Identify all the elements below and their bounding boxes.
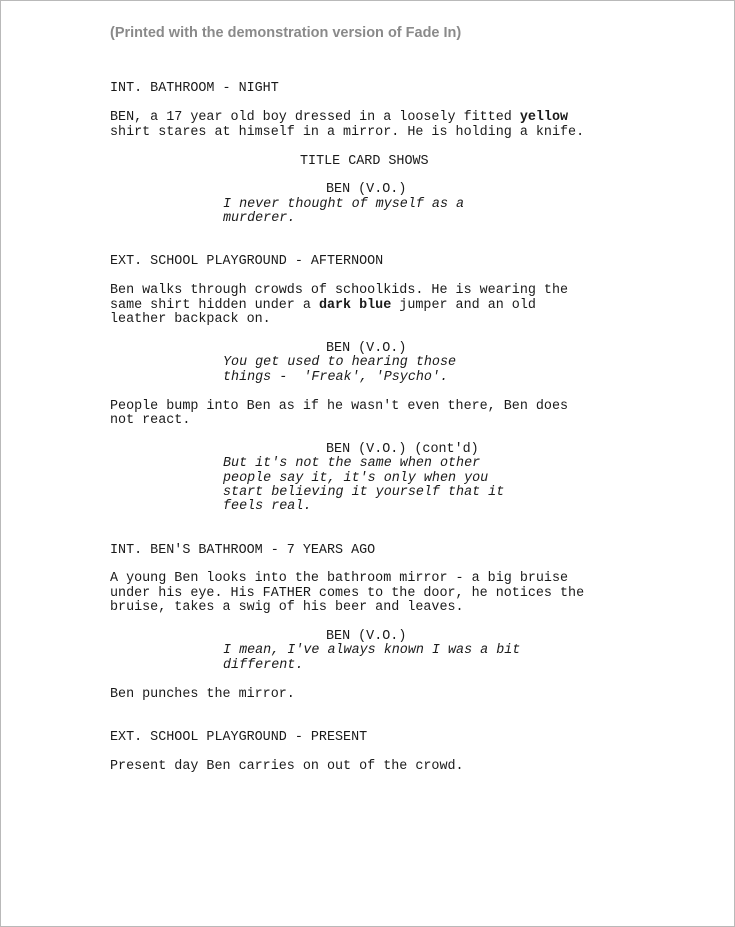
scene-heading-1: INT. BATHROOM - NIGHT — [110, 81, 279, 96]
scene-heading-2: EXT. SCHOOL PLAYGROUND - AFTERNOON — [110, 254, 384, 269]
dialogue-line: I never thought of myself as a — [223, 197, 465, 212]
dialogue-line: murderer. — [223, 211, 296, 226]
dialogue-line: start believing it yourself that it — [223, 485, 505, 500]
dialogue-line: feels real. — [223, 499, 312, 514]
action-bold-text: dark blue — [318, 298, 392, 313]
character-name: BEN (V.O.) — [326, 182, 407, 197]
action-line: People bump into Ben as if he wasn't even there, Ben does — [110, 399, 569, 414]
action-line: leather backpack on. — [110, 312, 271, 327]
action-text: BEN, a 17 year old boy dressed in a loosely fitted — [110, 110, 520, 125]
scene-heading-3: INT. BEN'S BATHROOM - 7 YEARS AGO — [110, 543, 376, 558]
action-line: A young Ben looks into the bathroom mirror - a big bruise — [110, 571, 569, 586]
action-text: same shirt hidden under a — [110, 298, 319, 313]
character-name: BEN (V.O.) — [326, 341, 407, 356]
dialogue-line: people say it, it's only when you — [223, 471, 489, 486]
action-text: jumper and an old — [391, 298, 536, 313]
action-line: shirt stares at himself in a mirror. He is holding a knife. — [110, 125, 585, 140]
character-name: BEN (V.O.) (cont'd) — [326, 442, 479, 457]
dialogue-line: different. — [223, 658, 304, 673]
dialogue-line: You get used to hearing those — [223, 355, 457, 370]
scene-heading-4: EXT. SCHOOL PLAYGROUND - PRESENT — [110, 730, 368, 745]
dialogue-line: things - 'Freak', 'Psycho'. — [223, 370, 448, 385]
action-line: bruise, takes a swig of his beer and leaves. — [110, 600, 464, 615]
action-line: Ben punches the mirror. — [110, 687, 295, 702]
dialogue-line: But it's not the same when other — [223, 456, 481, 471]
demo-watermark: (Printed with the demonstration version of Fade In) — [110, 25, 462, 41]
action-line: Present day Ben carries on out of the crowd. — [110, 759, 464, 774]
action-line: not react. — [110, 413, 191, 428]
action-line: Ben walks through crowds of schoolkids. He is wearing the — [110, 283, 569, 298]
dialogue-line: I mean, I've always known I was a bit — [223, 643, 521, 658]
transition: TITLE CARD SHOWS — [300, 154, 429, 169]
action-bold-text: yellow — [519, 110, 569, 125]
action-line: under his eye. His FATHER comes to the door, he notices the — [110, 586, 585, 601]
action-line — [110, 111, 568, 126]
character-name: BEN (V.O.) — [326, 629, 407, 644]
